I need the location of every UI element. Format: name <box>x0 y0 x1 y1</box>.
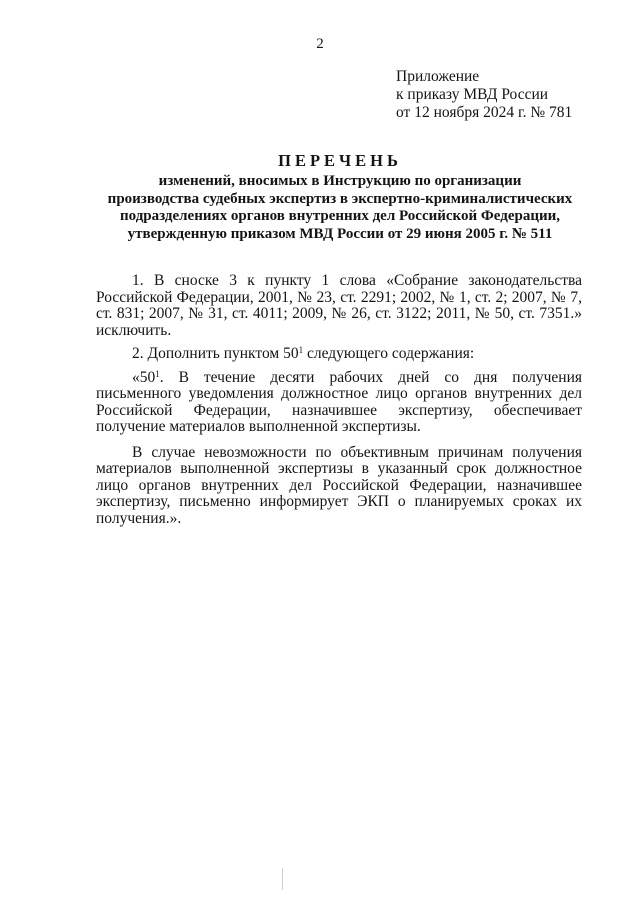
new-point-text: . В течение десяти рабочих дней со дня получения письменного уведомления должностное лицо органов внутренних дел Российской Федерации, назначившее экспертизу, обеспечивает получение материалов выполненной экспертизы. <box>96 368 582 435</box>
document-body <box>96 273 582 527</box>
item-1-line-4: исключить. <box>96 321 172 339</box>
appendix-label: Приложение <box>396 68 480 85</box>
item-2-text: 2. Дополнить пунктом 50 <box>132 345 299 362</box>
scan-mark <box>282 868 283 890</box>
document-title <box>80 152 600 243</box>
new-point-prefix: «50 <box>132 368 156 386</box>
item-2-paragraph <box>96 346 582 363</box>
appendix-block <box>396 68 626 122</box>
item-2-text-end: следующего содержания: <box>303 345 475 362</box>
item-1-line-3: ст. 831; 2007, № 31, ст. 4011; 2009, № 26, ст. 3122; 2011, № 50, ст. 7351.» <box>96 305 582 322</box>
title-heading: ПЕРЕЧЕНЬ <box>278 151 402 170</box>
second-paragraph: В случае невозможности по объективным причинам получения материалов выполненной экспертизы в указанный срок должностное лицо органов внутренних дел Российской Федерации, назначившее экспертизу, письменно информирует ЭКП о планируемых сроках их получения.». <box>96 443 582 527</box>
item-1-paragraph <box>96 273 582 339</box>
title-line-3: подразделениях органов внутренних дел Российской Федерации, <box>119 208 561 224</box>
item-1-line-2: Российской Федерации, 2001, № 23, ст. 2291; 2002, № 1, ст. 2; 2007, № 7, <box>96 288 582 306</box>
appendix-order-date: от 12 ноября 2024 г. № 781 <box>396 104 573 121</box>
item-1-line-1: 1. В сноске 3 к пункту 1 слова «Собрание законодательства <box>132 272 582 289</box>
new-point-superscript: 1 <box>155 368 160 379</box>
page-number: 2 <box>316 36 324 52</box>
appendix-order-reference: к приказу МВД России <box>396 86 549 103</box>
title-line-2: производства судебных экспертиз в экспертно-криминалистических <box>107 190 573 207</box>
new-point-paragraph <box>96 370 582 436</box>
title-line-4: утвержденную приказом МВД России от 29 июня 2005 г. № 511 <box>127 225 553 242</box>
item-2-superscript: 1 <box>298 345 304 355</box>
title-line-1: изменений, вносимых в Инструкцию по организации <box>158 173 522 189</box>
